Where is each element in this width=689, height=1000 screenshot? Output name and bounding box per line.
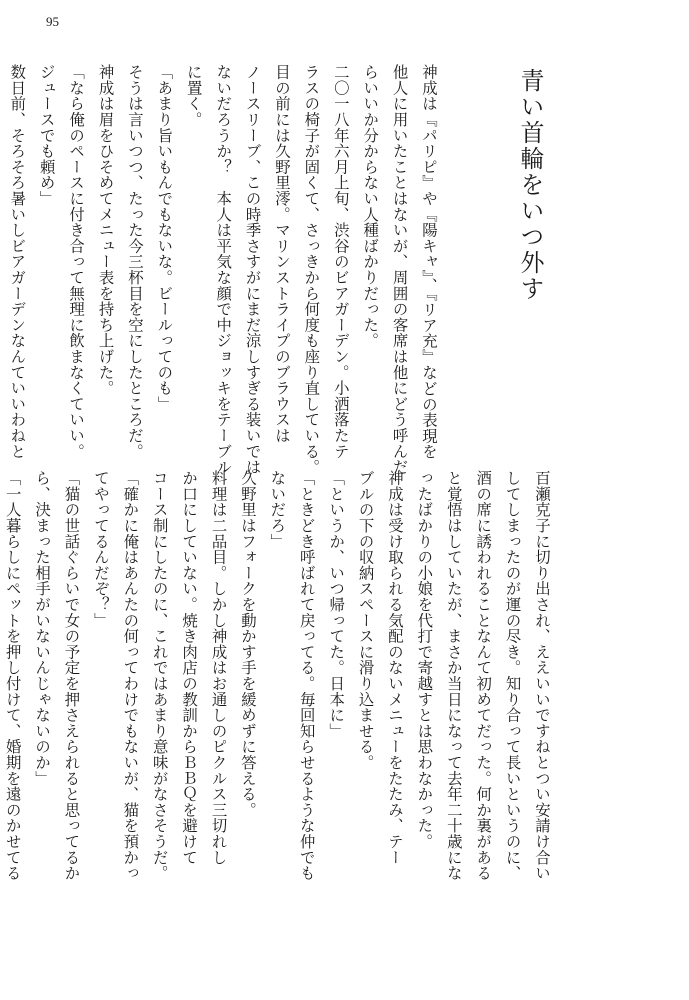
page-number: 95: [46, 14, 59, 29]
text-column: 料理は二品目。しかし神成はお通しのピクルス三切れし: [209, 470, 228, 865]
text-column: 二〇一八年六月上旬、渋谷のビアガーデン。小洒落たテ: [331, 64, 350, 459]
text-column: ら、決まった相手がいないんじゃないのか」: [33, 470, 52, 786]
text-column: 他人に用いたことはないが、周囲の客席は他にどう呼んだ: [390, 64, 409, 475]
text-column: 「ときどき呼ばれて戻ってる。毎回知らせるような仲でも: [297, 470, 316, 881]
text-column: ラスの椅子が固くて、さっきから何度も座り直している。: [302, 64, 321, 475]
chapter-title: 青い首輪をいつ外す: [516, 68, 544, 302]
text-column: 神成は眉をひそめてメニュー表を持ち上げた。: [96, 64, 115, 396]
text-column: 「なら俺のペースに付き合って無理に飲まなくていい。: [67, 64, 86, 459]
text-column: 「猫の世話ぐらいで女の予定を押さえられると思ってるか: [62, 470, 81, 881]
lower-text-block: [3, 470, 556, 910]
text-column: 「確かに俺はあんたの何ってわけでもないが、猫を預かっ: [121, 470, 140, 881]
text-column: してしまったのが運の尽き。知り合って長いというのに、: [503, 470, 522, 881]
text-column: 神成は『パリピ』や『陽キャ』、『リア充』などの表現を: [420, 64, 438, 460]
text-column: と覚悟はしていたが、まさか当日になって去年二十歳にな: [444, 470, 463, 881]
text-column: 「あまり旨いもんでもないな。ビールってのも」: [155, 64, 174, 412]
text-column: 百瀬克子に切り出され、ええいいですねとつい安請け合い: [533, 470, 551, 881]
upper-text-block: [8, 64, 443, 475]
text-column: 久野里はフォークを動かす手を緩めずに答える。: [238, 470, 257, 818]
text-column: ジュースでも頼め」: [37, 64, 56, 207]
text-column: らいいか分からない人種ばかりだった。: [361, 64, 380, 349]
text-column: コース制にしたのに、これではあまり意味がなさそうだ。: [150, 470, 169, 881]
text-column: てやってるんだぞ？」: [91, 470, 110, 628]
text-column: ブルの下の収納スペースに滑り込ませる。: [356, 470, 375, 771]
text-column: ったばかりの小娘を代打で寄越すとは思わなかった。: [415, 470, 434, 850]
text-column: 酒の席に誘われることなんて初めてだった。何か裏がある: [474, 470, 493, 881]
text-column: 目の前には久野里澪。マリンストライプのブラウスは: [272, 64, 291, 444]
text-column: そうは言いつつ、たった今三杯目を空にしたところだ。: [125, 64, 144, 459]
text-column: ないだろうか？ 本人は平気な顔で中ジョッキをテーブル: [214, 64, 233, 475]
text-column: 「一人暮らしにペットを押し付けて、婚期を遠のかせてる: [3, 470, 22, 881]
text-column: 「というか、いつ帰ってた。日本に」: [327, 470, 346, 739]
text-column: か口にしていない。焼き肉店の教訓からＢＢＱを避けて: [180, 470, 199, 865]
text-column: に置く。: [184, 64, 203, 128]
text-column: ノースリーブ、この時季さすがにまだ涼しすぎる装いでは: [243, 64, 262, 475]
text-column: 数日前、そろそろ暑いしビアガーデンなんていいわねと: [8, 64, 27, 459]
text-column: 神成は受け取られる気配のないメニューをたたみ、テー: [385, 470, 404, 865]
text-column: ないだろ」: [268, 470, 287, 549]
